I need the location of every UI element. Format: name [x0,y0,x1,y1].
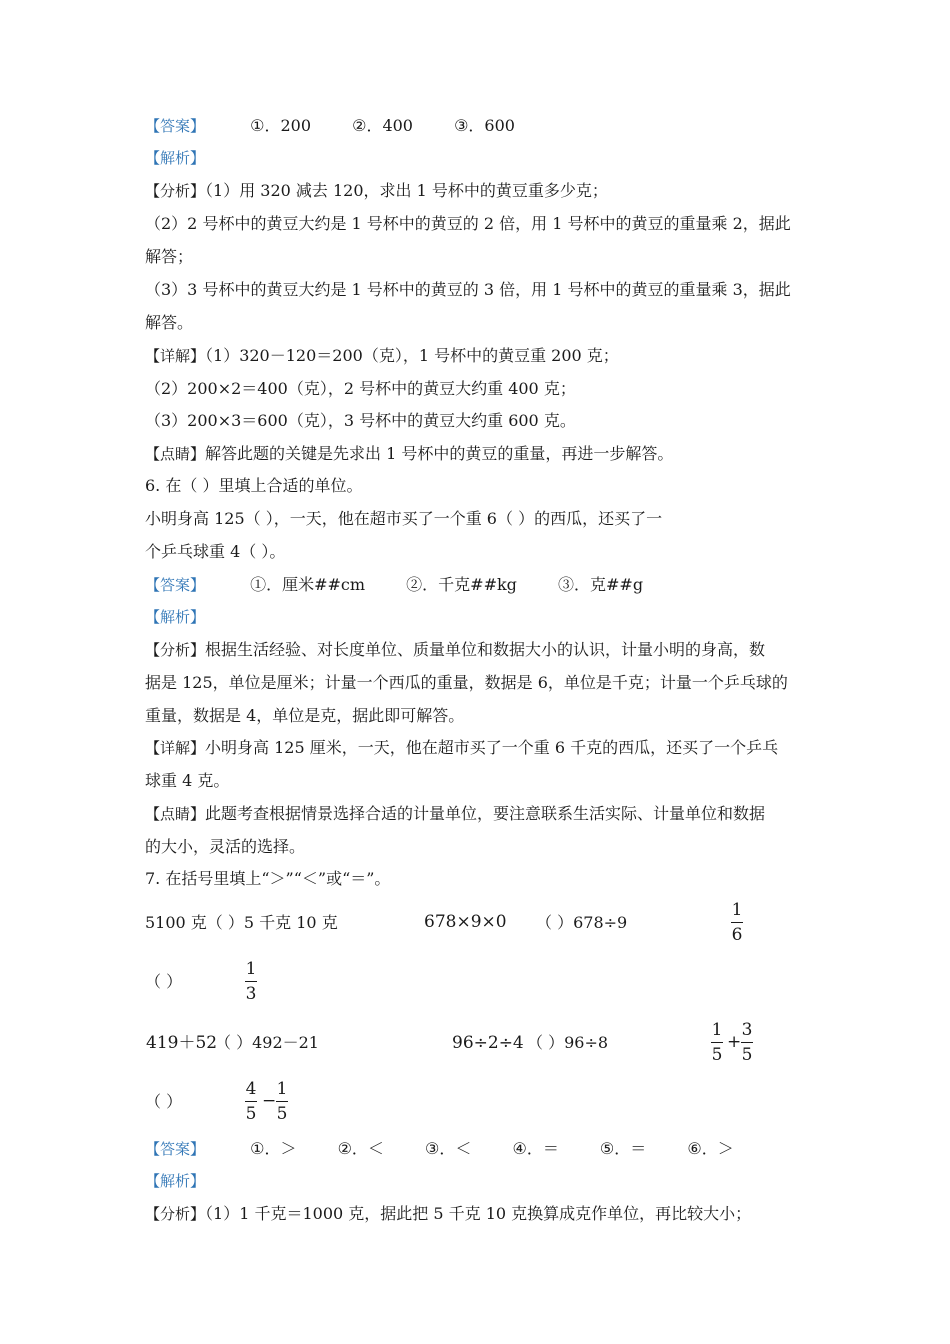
q5-analysis-line-4: （3）3 号杯中的黄豆大约是 1 号杯中的黄豆的 3 倍，用 1 号杯中的黄豆的重量乘 3，据此 [145,280,791,299]
q6-detail-line-2: 球重 4 克。 [145,771,230,790]
q6-answer-2: ②．千克##kg [406,575,517,594]
point-tag: 【点睛】 [145,805,206,823]
minus-sign: − [262,1091,277,1111]
q5-analysis-line-1 [145,180,608,202]
q5-answer-2: ②．400 [352,116,413,135]
q7-title: 7. 在括号里填上“＞”“＜”或“＝”。 [145,869,391,888]
q5-detail-line-3: （3）200×3＝600（克），3 号杯中的黄豆大约重 600 克。 [145,411,576,430]
q7-fraction-4-5 [245,1078,257,1125]
fraction-numerator: 1 [276,1079,288,1099]
q6-body-line-2: 个乒乓球重 4（ ）。 [145,542,286,561]
q6-detail-line-1 [145,737,778,759]
q6-point-line-1 [145,803,765,825]
analysis-head-tag: 【解析】 [145,1172,206,1190]
fraction-denominator: 5 [276,1104,288,1124]
q5-analysis-line-2: （2）2 号杯中的黄豆大约是 1 号杯中的黄豆的 2 倍，用 1 号杯中的黄豆的重量乘 2，据此 [145,214,791,233]
q7-analysis-head [145,1170,205,1192]
q7-answer-3: ③．＜ [425,1139,472,1158]
analysis-head-tag: 【解析】 [145,608,206,626]
fraction-bar [711,1042,723,1043]
q5-detail-line-2: （2）200×2＝400（克），2 号杯中的黄豆大约重 400 克； [145,379,576,398]
q7-fraction-1-6 [731,899,743,946]
fraction-numerator: 1 [245,959,257,979]
q7-fraction-1-3 [245,958,257,1005]
q6-analysis-head [145,606,205,628]
fraction-numerator: 4 [245,1079,257,1099]
q5-analysis-head [145,147,205,169]
fraction-bar [245,981,257,982]
analysis-head-tag: 【解析】 [145,149,206,167]
q6-analysis-line-3: 重量，数据是 4，单位是克，据此即可解答。 [145,706,465,725]
q5-analysis-text-1: （1）用 320 减去 120，求出 1 号杯中的黄豆重多少克； [205,181,608,200]
q6-point-line-2: 的大小，灵活的选择。 [145,837,306,856]
q7-item-2-left: 678×9×0 [424,912,507,932]
point-tag: 【点睛】 [145,445,206,463]
answer-tag: 【答案】 [145,117,206,135]
q5-answer-line [145,115,515,137]
analysis-tag: 【分析】 [145,1205,206,1223]
q6-answer-3: ③．克##g [558,575,644,594]
fraction-bar [731,922,743,923]
q7-analysis-line-1 [145,1203,751,1225]
fraction-denominator: 5 [711,1045,723,1065]
q5-point-text: 解答此题的关键是先求出 1 号杯中的黄豆的重量，再进一步解答。 [205,444,674,463]
q7-fraction-1-5 [711,1019,723,1066]
q7-answer-4: ④．＝ [512,1139,559,1158]
q7-item-4-right: （ ）492－21 [215,1033,319,1052]
q7-answer-line [145,1138,734,1160]
q6-analysis-text-1: 根据生活经验、对长度单位、质量单位和数据大小的认识，计量小明的身高，数 [205,640,766,659]
fraction-numerator: 3 [741,1020,753,1040]
fraction-numerator: 1 [731,900,743,920]
q7-item-1: 5100 克（ ）5 千克 10 克 [145,913,338,932]
q5-detail-line-1 [145,345,619,367]
q7-item-5-right: （ ）96÷8 [527,1033,609,1052]
q7-fraction-1-5-b [276,1078,288,1125]
answer-tag: 【答案】 [145,576,206,594]
q6-point-text-1: 此题考查根据情景选择合适的计量单位，要注意联系生活实际、计量单位和数据 [205,804,766,823]
plus-sign: + [727,1032,742,1052]
fraction-denominator: 6 [731,925,743,945]
q7-fraction-3-5 [741,1019,753,1066]
q7-answer-2: ②．＜ [337,1139,384,1158]
q7-answer-5: ⑤．＝ [599,1139,647,1158]
q5-answer-3: ③．600 [454,116,515,135]
detail-tag: 【详解】 [145,739,206,757]
detail-tag: 【详解】 [145,347,206,365]
q5-point-line [145,443,673,465]
q7-item-4-left: 419＋52 [146,1033,218,1053]
fraction-denominator: 5 [741,1045,753,1065]
q7-item-3-paren: （ ） [145,972,183,991]
q7-answer-1: ①．＞ [250,1139,297,1158]
fraction-bar [741,1042,753,1043]
analysis-tag: 【分析】 [145,641,206,659]
q7-analysis-text-1: （1）1 千克＝1000 克，据此把 5 千克 10 克换算成克作单位，再比较大小； [205,1204,752,1223]
q6-answer-1: ①．厘米##cm [250,575,366,594]
q7-item-5-left: 96÷2÷4 [452,1033,524,1053]
q5-analysis-line-3: 解答； [145,247,194,266]
q7-answer-6: ⑥．＞ [687,1139,734,1158]
fraction-numerator: 1 [711,1020,723,1040]
fraction-bar [245,1101,257,1102]
q5-answer-1: ①．200 [250,116,311,135]
q6-body-line-1: 小明身高 125（ ），一天，他在超市买了一个重 6（ ）的西瓜，还买了一 [145,509,663,528]
fraction-bar [276,1101,288,1102]
q7-item-2-right: （ ）678÷9 [536,913,628,932]
q6-title: 6. 在（ ）里填上合适的单位。 [145,476,363,495]
q5-detail-text-1: （1）320－120＝200（克），1 号杯中的黄豆重 200 克； [205,346,619,365]
q6-detail-text-1: 小明身高 125 厘米，一天，他在超市买了一个重 6 千克的西瓜，还买了一个乒乓 [205,738,779,757]
q5-analysis-line-5: 解答。 [145,313,194,332]
analysis-tag: 【分析】 [145,182,206,200]
q6-answer-line [145,574,643,596]
fraction-denominator: 5 [245,1104,257,1124]
q7-item-6-paren: （ ） [145,1092,183,1111]
q6-analysis-line-1 [145,639,765,661]
answer-tag: 【答案】 [145,1140,206,1158]
q6-analysis-line-2: 据是 125，单位是厘米；计量一个西瓜的重量，数据是 6，单位是千克；计量一个乒乓球的 [145,673,788,692]
fraction-denominator: 3 [245,984,257,1004]
